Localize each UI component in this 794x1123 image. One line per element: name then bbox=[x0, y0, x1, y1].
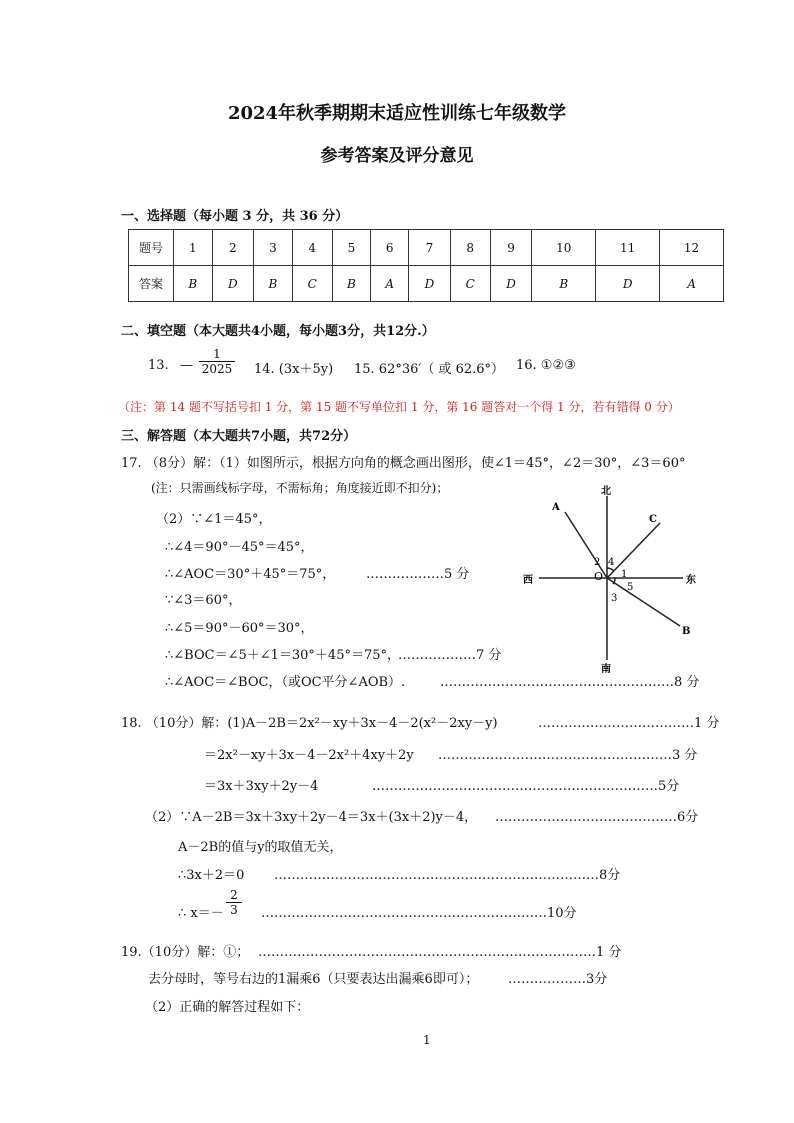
q19-line2: 去分母时，等号右边的1漏乘6（只要表达出漏乘6即可）； bbox=[148, 972, 479, 987]
q18-answer-fraction bbox=[226, 888, 242, 917]
q18-line5: A－2B的值与y的取值无关， bbox=[178, 840, 343, 855]
angle-label-2: 2 bbox=[594, 557, 601, 568]
q17-line4: ∴∠4＝90°－45°＝45°， bbox=[165, 540, 314, 555]
q15-answer: 15. 62°36′（ 或 62.6°） bbox=[354, 362, 505, 377]
q18-line4-score: ……………………………………6分 bbox=[495, 810, 699, 825]
answer-cell: D bbox=[596, 266, 660, 302]
ray-oa bbox=[565, 512, 607, 578]
q17-line5-score: ………………5 分 bbox=[366, 567, 470, 582]
scoring-note: （注：第 14 题不写括号扣 1 分，第 15 题不写单位扣 1 分，第 16 题答对一个得 1 分，若有错得 0 分） bbox=[118, 400, 680, 414]
angle-label-1: 1 bbox=[621, 569, 628, 580]
question-number: 5 bbox=[332, 230, 371, 266]
q19-line2-score: ………………3分 bbox=[508, 972, 608, 987]
q13-fraction bbox=[199, 347, 235, 376]
q17-line6: ∵∠3＝60°， bbox=[165, 593, 242, 608]
q18-line2: ＝2x²－xy＋3x－4－2x²＋4xy＋2y bbox=[204, 748, 414, 763]
q19-line1: 19.（10分）解：①； bbox=[121, 945, 250, 960]
label-c: C bbox=[649, 514, 657, 525]
q19-line3: （2）正确的解答过程如下： bbox=[145, 1000, 310, 1015]
question-number: 6 bbox=[371, 230, 409, 266]
q18-line1-score: ………………………………1 分 bbox=[538, 716, 720, 731]
table-row-numbers bbox=[129, 230, 724, 266]
q18-line6-score: …………………………………………………………………8分 bbox=[274, 868, 621, 883]
q18-line3: ＝3x＋3xy＋2y－4 bbox=[204, 779, 319, 794]
q18-numerator: 2 bbox=[230, 888, 238, 902]
label-south: 南 bbox=[601, 664, 611, 675]
q17-line2: (注：只需画线标字母，不需标角；角度接近即不扣分)； bbox=[151, 481, 449, 495]
question-number: 1 bbox=[174, 230, 213, 266]
q18-line7-score: …………………………………………………………10分 bbox=[261, 906, 577, 921]
angle-label-3: 3 bbox=[611, 593, 618, 604]
q17-line9: ∴∠AOC＝∠BOC，（或OC平分∠AOB）. bbox=[165, 675, 406, 690]
label-west: 西 bbox=[523, 575, 533, 586]
answer-cell: C bbox=[292, 266, 332, 302]
row-label: 题号 bbox=[129, 230, 174, 266]
answer-cell: D bbox=[490, 266, 532, 302]
answer-cell: C bbox=[450, 266, 490, 302]
angle-arc-4 bbox=[607, 568, 614, 571]
question-number: 3 bbox=[254, 230, 293, 266]
answer-table bbox=[128, 229, 724, 302]
q17-line9-score: ………………………………………………8 分 bbox=[440, 675, 700, 690]
ray-ob bbox=[607, 578, 680, 626]
q13-label: 13. bbox=[148, 358, 169, 373]
question-number: 2 bbox=[212, 230, 254, 266]
question-number: 8 bbox=[450, 230, 490, 266]
ray-oc bbox=[607, 523, 660, 578]
answer-cell: B bbox=[532, 266, 596, 302]
answer-cell: A bbox=[371, 266, 409, 302]
section3-heading: 三、解答题（本大题共7小题，共72分） bbox=[121, 429, 357, 444]
section1-heading: 一、选择题（每小题 3 分，共 36 分） bbox=[121, 209, 349, 224]
label-east: 东 bbox=[686, 575, 696, 586]
q17-line5: ∴∠AOC＝30°＋45°＝75°， bbox=[165, 567, 336, 582]
q13-sign: — bbox=[180, 358, 193, 373]
question-number: 12 bbox=[660, 230, 724, 266]
q18-line6: ∴3x＋2＝0 bbox=[178, 868, 245, 883]
answer-cell: D bbox=[212, 266, 254, 302]
q17-line7: ∴∠5＝90°－60°＝30°， bbox=[165, 621, 314, 636]
answer-cell: B bbox=[332, 266, 371, 302]
label-o: O bbox=[594, 570, 604, 583]
answer-cell: D bbox=[409, 266, 451, 302]
table-row-answers bbox=[129, 266, 724, 302]
q13-denominator: 2025 bbox=[199, 361, 235, 376]
q13-numerator: 1 bbox=[213, 347, 221, 361]
q18-denominator: 3 bbox=[226, 902, 242, 917]
question-number: 11 bbox=[596, 230, 660, 266]
q17-line3: （2）∵∠1＝45°， bbox=[156, 512, 272, 527]
page-number: 1 bbox=[423, 1033, 431, 1047]
label-north: 北 bbox=[601, 486, 611, 497]
q17-line8-score: ………………7 分 bbox=[398, 648, 502, 663]
q18-line7-prefix: ∴ x＝－ bbox=[178, 906, 224, 921]
angle-label-4: 4 bbox=[608, 557, 615, 568]
page-title: 2024年秋季期期末适应性训练七年级数学 bbox=[227, 103, 567, 124]
q18-line2-score: ………………………………………………3 分 bbox=[438, 748, 698, 763]
angle-label-5: 5 bbox=[627, 582, 634, 593]
q14-answer: 14. (3x＋5y) bbox=[254, 362, 334, 377]
q18-line1: 18. （10分）解：(1)A－2B＝2x²－xy＋3x－4－2(x²－2xy－y) bbox=[121, 716, 498, 731]
page-subtitle: 参考答案及评分意见 bbox=[320, 146, 474, 166]
q19-line1-score: ……………………………………………………………………1 分 bbox=[258, 945, 622, 960]
q18-line4: （2）∵A－2B＝3x＋3xy＋2y－4＝3x＋(3x＋2)y－4， bbox=[145, 810, 478, 825]
question-number: 4 bbox=[292, 230, 332, 266]
section2-heading: 二、填空题（本大题共4小题，每小题3分，共12分.） bbox=[121, 324, 435, 339]
question-number: 9 bbox=[490, 230, 532, 266]
q17-line1: 17. （8分）解：（1）如图所示，根据方向角的概念画出图形，使∠1＝45°，∠2＝30°，∠3＝60° bbox=[121, 456, 686, 471]
q18-line3-score: …………………………………………………………5分 bbox=[372, 779, 680, 794]
answer-cell: B bbox=[174, 266, 213, 302]
direction-diagram bbox=[515, 480, 725, 675]
q17-line8: ∴∠BOC＝∠5＋∠1＝30°＋45°＝75°， bbox=[165, 648, 401, 663]
row-label: 答案 bbox=[129, 266, 174, 302]
answer-cell: B bbox=[254, 266, 293, 302]
question-number: 10 bbox=[532, 230, 596, 266]
label-a: A bbox=[552, 502, 560, 513]
q16-answer: 16. ①②③ bbox=[516, 358, 576, 373]
question-number: 7 bbox=[409, 230, 451, 266]
label-b: B bbox=[682, 626, 691, 637]
answer-cell: A bbox=[660, 266, 724, 302]
